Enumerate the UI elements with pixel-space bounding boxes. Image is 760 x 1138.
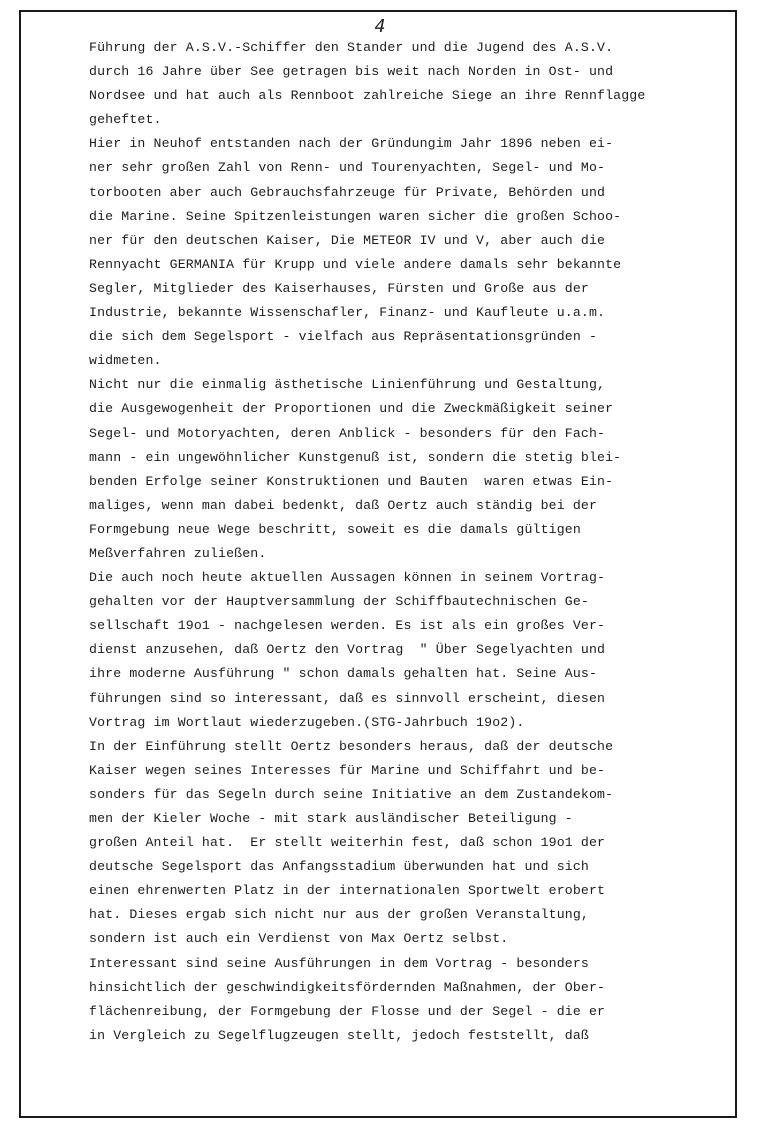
text-line: Formgebung neue Wege beschritt, soweit es die damals gültigen (89, 521, 581, 537)
text-line: Industrie, bekannte Wissenschafler, Finanz- und Kaufleute u.a.m. (89, 305, 606, 321)
text-line: sellschaft 19o1 - nachgelesen werden. Es ist als ein großes Ver- (89, 618, 606, 634)
text-line: ner für den deutschen Kaiser, Die METEOR IV und V, aber auch die (89, 232, 606, 248)
text-line: mann - ein ungewöhnlicher Kunstgenuß ist, sondern die stetig blei- (89, 449, 622, 465)
text-line: gehalten vor der Hauptversammlung der Schiffbautechnischen Ge- (89, 594, 589, 610)
text-line: die Ausgewogenheit der Proportionen und die Zweckmäßigkeit seiner (89, 401, 614, 417)
text-line: Rennyacht GERMANIA für Krupp und viele andere damals sehr bekannte (89, 256, 622, 272)
text-line: in Vergleich zu Segelflugzeugen stellt, jedoch feststellt, daß (89, 1027, 589, 1043)
text-line: benden Erfolge seiner Konstruktionen und Bauten waren etwas Ein- (89, 473, 614, 489)
text-line: die sich dem Segelsport - vielfach aus Repräsentationsgründen - (89, 329, 598, 345)
text-line: dienst anzusehen, daß Oertz den Vortrag " Über Segelyachten und (89, 642, 606, 658)
text-line: geheftet. (89, 112, 162, 128)
text-line: flächenreibung, der Formgebung der Flosse und der Segel - die er (89, 1003, 606, 1019)
text-line: hinsichtlich der geschwindigkeitsfördernden Maßnahmen, der Ober- (89, 979, 606, 995)
text-line: führungen sind so interessant, daß es sinnvoll erscheint, diesen (89, 690, 606, 706)
text-line: Interessant sind seine Ausführungen in dem Vortrag - besonders (89, 955, 589, 971)
text-line: torbooten aber auch Gebrauchsfahrzeuge für Private, Behörden und (89, 184, 606, 200)
text-line: Segler, Mitglieder des Kaiserhauses, Fürsten und Große aus der (89, 280, 589, 296)
text-line: widmeten. (89, 353, 162, 369)
text-line: Führung der A.S.V.-Schiffer den Stander und die Jugend des A.S.V. (89, 40, 614, 55)
text-line: Die auch noch heute aktuellen Aussagen können in seinem Vortrag- (89, 570, 606, 586)
text-line: men der Kieler Woche - mit stark ausländischer Beteiligung - (89, 811, 573, 826)
text-line: Nicht nur die einmalig ästhetische Linienführung und Gestaltung, (89, 377, 606, 393)
text-line: Hier in Neuhof entstanden nach der Gründungim Jahr 1896 neben ei- (89, 136, 614, 152)
text-line: ner sehr großen Zahl von Renn- und Tourenyachten, Segel- und Mo- (89, 160, 606, 176)
text-line: In der Einführung stellt Oertz besonders heraus, daß der deutsche (89, 738, 614, 754)
text-line: maliges, wenn man dabei bedenkt, daß Oertz auch ständig bei der (89, 497, 598, 513)
text-line: deutsche Segelsport das Anfangsstadium überwunden hat und sich (89, 859, 589, 875)
text-line: Meßverfahren zuließen. (89, 545, 267, 561)
text-line: Nordsee und hat auch als Rennboot zahlreiche Siege an ihre Rennflagge (89, 88, 646, 104)
text-line: Kaiser wegen seines Interesses für Marine und Schiffahrt und be- (89, 762, 606, 778)
page-number: 4 (374, 16, 386, 37)
text-line: großen Anteil hat. Er stellt weiterhin fest, daß schon 19o1 der (89, 835, 606, 851)
text-line: durch 16 Jahre über See getragen bis weit nach Norden in Ost- und (89, 64, 614, 80)
text-line: sondern ist auch ein Verdienst von Max Oertz selbst. (89, 931, 509, 947)
text-line: einen ehrenwerten Platz in der internationalen Sportwelt erobert (89, 883, 606, 899)
text-line: hat. Dieses ergab sich nicht nur aus der großen Veranstaltung, (89, 907, 589, 923)
text-line: ihre moderne Ausführung " schon damals gehalten hat. Seine Aus- (89, 666, 598, 682)
text-line: Vortrag im Wortlaut wiederzugeben.(STG-Jahrbuch 19o2). (89, 714, 525, 730)
text-line: die Marine. Seine Spitzenleistungen waren sicher die großen Schoo- (89, 208, 622, 224)
body-text (89, 36, 729, 1048)
text-line: Segel- und Motoryachten, deren Anblick - besonders für den Fach- (89, 425, 606, 441)
text-line: sonders für das Segeln durch seine Initiative an dem Zustandekom- (89, 786, 614, 802)
